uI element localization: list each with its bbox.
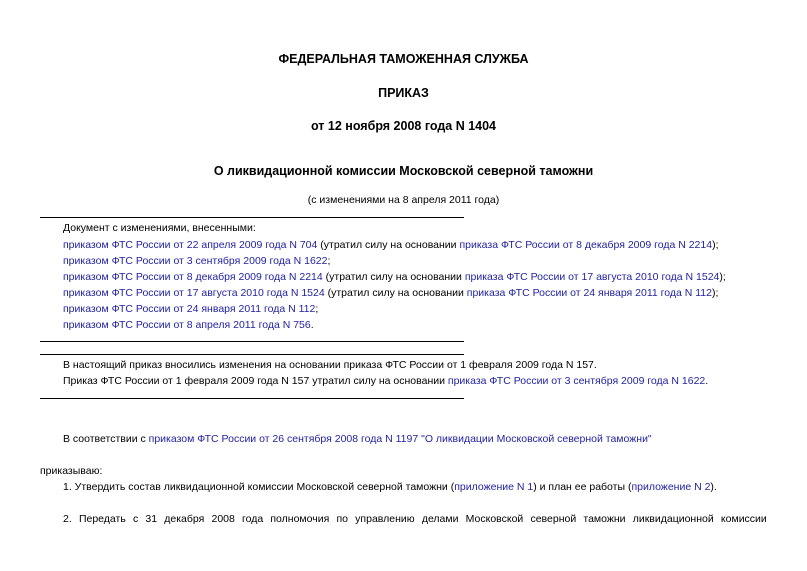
change-text: ; [327, 255, 331, 267]
item-text: ) и план ее работы ( [533, 481, 632, 493]
changes-intro: Документ с изменениями, внесенными: [63, 222, 256, 234]
item-2-word: таможни [583, 513, 626, 525]
item-2-word: декабря [164, 513, 205, 525]
item-text: ). [710, 481, 717, 493]
change-text: ); [712, 239, 719, 251]
change-text: ; [315, 303, 319, 315]
note-line-1: В настоящий приказ вносились изменения на основании приказа ФТС России от 1 февраля 2009 года N 157. [63, 359, 597, 371]
change-line-2 [63, 255, 330, 267]
change-text: (утратил силу на основании [317, 239, 460, 251]
change-line-4 [63, 287, 718, 299]
change-link[interactable]: приказа ФТС России от 8 декабря 2009 года N 2214 [459, 239, 713, 251]
change-line-3 [63, 271, 726, 283]
item-2-word: ликвидационной [632, 513, 714, 525]
item-2-word: с [132, 513, 139, 525]
change-line-6 [63, 319, 314, 331]
change-link[interactable]: приказом ФТС России от 3 сентября 2009 года N 1622 [63, 255, 328, 267]
change-text: . [310, 319, 314, 331]
item-2-word: полномочия [270, 513, 330, 525]
change-text: ); [719, 271, 726, 283]
change-text: (утратил силу на основании [324, 287, 467, 299]
item-2-word: 31 [145, 513, 158, 525]
divider [40, 354, 464, 355]
item-1 [63, 481, 717, 493]
item-2-word: управлению [355, 513, 415, 525]
basis-text: В соответствии с [63, 433, 149, 445]
appendix-1-link[interactable]: приложение N 1 [454, 481, 534, 493]
item-2 [63, 513, 767, 525]
item-2-word: северной [530, 513, 577, 525]
item-2-word: комиссии [720, 513, 767, 525]
change-link[interactable]: приказом ФТС России от 17 августа 2010 года N 1524 [63, 287, 325, 299]
basis-link[interactable]: приказом ФТС России от 26 сентября 2008 года N 1197 "О ликвидации Московской северной таможни" [148, 433, 652, 445]
item-2-word: Передать [78, 513, 126, 525]
note-link[interactable]: приказа ФТС России от 3 сентября 2009 года N 1622 [447, 375, 706, 387]
doc-type: ПРИКАЗ [378, 86, 429, 100]
item-2-word: делами [421, 513, 459, 525]
agency-name: ФЕДЕРАЛЬНАЯ ТАМОЖЕННАЯ СЛУЖБА [278, 52, 529, 66]
change-text: (утратил силу на основании [322, 271, 465, 283]
note-line-2 [63, 375, 708, 387]
doc-title: О ликвидационной комиссии Московской северной таможни [213, 164, 594, 178]
change-link[interactable]: приказа ФТС России от 17 августа 2010 года N 1524 [464, 271, 720, 283]
item-2-word: Московской [465, 513, 524, 525]
change-link[interactable]: приказом ФТС России от 8 апреля 2011 года N 756 [63, 319, 311, 331]
note-text: Приказ ФТС России от 1 февраля 2009 года N 157 утратил силу на основании [63, 375, 448, 387]
doc-date-number: от 12 ноября 2008 года N 1404 [310, 119, 497, 133]
change-link[interactable]: приказа ФТС России от 24 января 2011 года N 112 [466, 287, 712, 299]
divider [40, 217, 464, 218]
change-link[interactable]: приказом ФТС России от 24 января 2011 года N 112 [63, 303, 316, 315]
order-word: приказываю: [40, 465, 103, 477]
item-2-word: 2008 [211, 513, 235, 525]
item-2-word: 2. [63, 513, 72, 525]
change-line-5 [63, 303, 318, 315]
item-text: 1. Утвердить состав ликвидационной комиссии Московской северной таможни ( [63, 481, 455, 493]
appendix-2-link[interactable]: приложение N 2 [631, 481, 711, 493]
note-text: . [705, 375, 709, 387]
divider [40, 341, 464, 342]
item-2-word: года [242, 513, 264, 525]
divider [40, 398, 464, 399]
change-link[interactable]: приказом ФТС России от 22 апреля 2009 года N 704 [63, 239, 318, 251]
change-text: ); [711, 287, 719, 299]
item-2-word: по [336, 513, 348, 525]
basis-paragraph [63, 433, 652, 445]
change-link[interactable]: приказом ФТС России от 8 декабря 2009 года N 2214 [63, 271, 323, 283]
change-line-1 [63, 239, 719, 251]
amended-note: (с изменениями на 8 апреля 2011 года) [307, 194, 500, 206]
